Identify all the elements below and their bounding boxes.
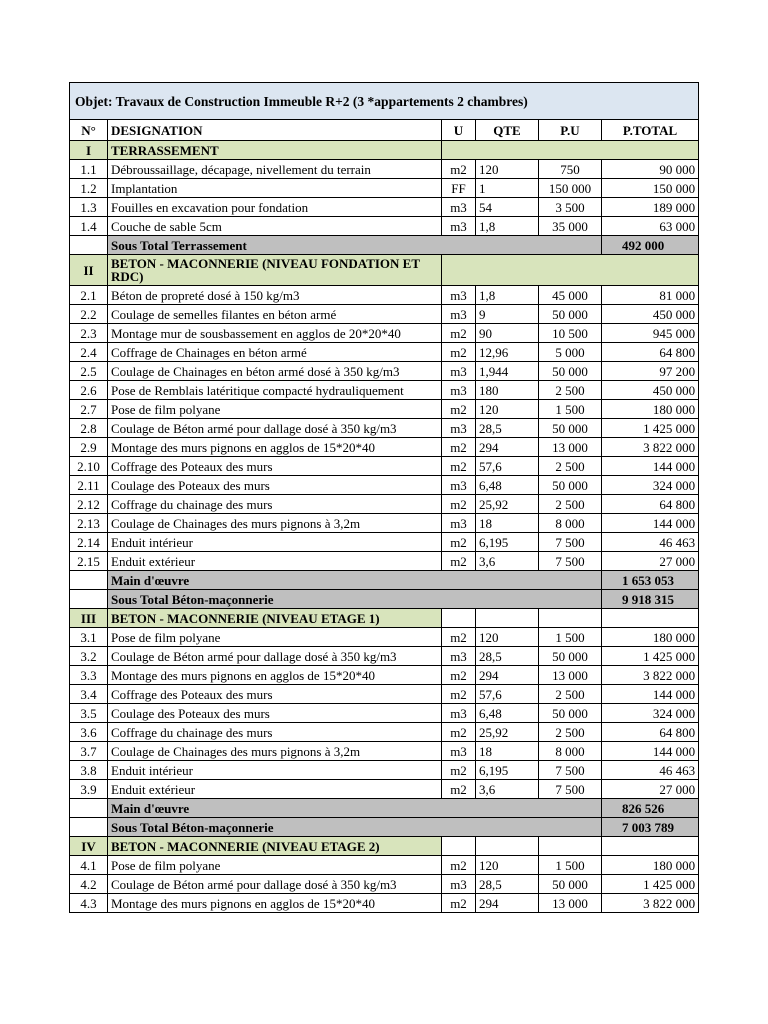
row-designation: Coulage de Béton armé pour dallage dosé à 350 kg/m3 bbox=[108, 419, 442, 438]
row-qty: 28,5 bbox=[476, 419, 539, 438]
labour-row bbox=[70, 571, 699, 590]
row-unit: m2 bbox=[442, 666, 476, 685]
row-designation: Montage des murs pignons en agglos de 15*20*40 bbox=[108, 894, 442, 913]
row-number: 1.1 bbox=[70, 160, 108, 179]
header-designation: DESIGNATION bbox=[108, 120, 442, 141]
row-designation: Montage des murs pignons en agglos de 15*20*40 bbox=[108, 666, 442, 685]
row-unit-price: 50 000 bbox=[539, 875, 602, 894]
header-no: N° bbox=[70, 120, 108, 141]
row-unit-price: 750 bbox=[539, 160, 602, 179]
row-unit-price: 7 500 bbox=[539, 780, 602, 799]
row-total: 144 000 bbox=[602, 457, 699, 476]
row-number: 3.2 bbox=[70, 647, 108, 666]
row-qty: 25,92 bbox=[476, 723, 539, 742]
row-number: 2.4 bbox=[70, 343, 108, 362]
subtotal-spacer bbox=[70, 236, 108, 255]
section-title: BETON - MACONNERIE (NIVEAU ETAGE 1) bbox=[108, 609, 442, 628]
header-unit: U bbox=[442, 120, 476, 141]
subtotal-row bbox=[70, 818, 699, 837]
row-total: 1 425 000 bbox=[602, 647, 699, 666]
section-header-row bbox=[70, 837, 699, 856]
row-total: 64 800 bbox=[602, 495, 699, 514]
row-designation: Pose de film polyane bbox=[108, 856, 442, 875]
row-number: 1.2 bbox=[70, 179, 108, 198]
table-row bbox=[70, 438, 699, 457]
row-number: 2.11 bbox=[70, 476, 108, 495]
section-title: BETON - MACONNERIE (NIVEAU ETAGE 2) bbox=[108, 837, 442, 856]
row-designation: Enduit extérieur bbox=[108, 552, 442, 571]
row-number: 4.3 bbox=[70, 894, 108, 913]
row-unit: FF bbox=[442, 179, 476, 198]
row-designation: Enduit extérieur bbox=[108, 780, 442, 799]
table-row bbox=[70, 761, 699, 780]
section-fill bbox=[476, 837, 539, 856]
section-header-row bbox=[70, 141, 699, 160]
row-unit: m2 bbox=[442, 780, 476, 799]
row-unit-price: 7 500 bbox=[539, 552, 602, 571]
row-total: 324 000 bbox=[602, 476, 699, 495]
row-qty: 120 bbox=[476, 856, 539, 875]
header-total: P.TOTAL bbox=[602, 120, 699, 141]
row-number: 2.1 bbox=[70, 286, 108, 305]
table-row bbox=[70, 514, 699, 533]
table-row bbox=[70, 742, 699, 761]
row-designation: Couche de sable 5cm bbox=[108, 217, 442, 236]
row-qty: 18 bbox=[476, 742, 539, 761]
section-title: TERRASSEMENT bbox=[108, 141, 442, 160]
table-row bbox=[70, 704, 699, 723]
row-qty: 1,944 bbox=[476, 362, 539, 381]
row-designation: Coffrage de Chainages en béton armé bbox=[108, 343, 442, 362]
row-unit: m2 bbox=[442, 685, 476, 704]
table-row bbox=[70, 381, 699, 400]
row-unit: m3 bbox=[442, 704, 476, 723]
subtotal-row-label: Sous Total Terrassement bbox=[108, 236, 602, 255]
subtotal-spacer bbox=[70, 818, 108, 837]
row-total: 150 000 bbox=[602, 179, 699, 198]
row-unit-price: 150 000 bbox=[539, 179, 602, 198]
header-row bbox=[70, 120, 699, 141]
table-row bbox=[70, 780, 699, 799]
table-row bbox=[70, 495, 699, 514]
labour-row bbox=[70, 799, 699, 818]
subtotal-spacer bbox=[70, 590, 108, 609]
table-row bbox=[70, 160, 699, 179]
row-unit-price: 1 500 bbox=[539, 400, 602, 419]
row-qty: 1 bbox=[476, 179, 539, 198]
row-unit-price: 1 500 bbox=[539, 628, 602, 647]
row-qty: 180 bbox=[476, 381, 539, 400]
table-row bbox=[70, 533, 699, 552]
row-unit: m2 bbox=[442, 457, 476, 476]
row-unit-price: 50 000 bbox=[539, 476, 602, 495]
row-number: 3.9 bbox=[70, 780, 108, 799]
row-unit-price: 50 000 bbox=[539, 305, 602, 324]
row-designation: Fouilles en excavation pour fondation bbox=[108, 198, 442, 217]
labour-row-value: 1 653 053 bbox=[602, 571, 699, 590]
row-unit-price: 5 000 bbox=[539, 343, 602, 362]
section-fill bbox=[442, 141, 699, 160]
row-designation: Implantation bbox=[108, 179, 442, 198]
row-total: 144 000 bbox=[602, 514, 699, 533]
subtotal-spacer bbox=[70, 799, 108, 818]
row-qty: 120 bbox=[476, 160, 539, 179]
header-pu: P.U bbox=[539, 120, 602, 141]
row-designation: Coulage de Béton armé pour dallage dosé à 350 kg/m3 bbox=[108, 647, 442, 666]
row-designation: Béton de propreté dosé à 150 kg/m3 bbox=[108, 286, 442, 305]
row-number: 3.7 bbox=[70, 742, 108, 761]
row-total: 46 463 bbox=[602, 533, 699, 552]
row-designation: Coffrage du chainage des murs bbox=[108, 723, 442, 742]
row-designation: Montage mur de sousbassement en agglos de 20*20*40 bbox=[108, 324, 442, 343]
table-row bbox=[70, 476, 699, 495]
row-designation: Coulage des Poteaux des murs bbox=[108, 704, 442, 723]
subtotal-row bbox=[70, 236, 699, 255]
row-unit-price: 35 000 bbox=[539, 217, 602, 236]
section-header-row bbox=[70, 255, 699, 286]
row-unit: m3 bbox=[442, 476, 476, 495]
table-row bbox=[70, 894, 699, 913]
section-header-row bbox=[70, 609, 699, 628]
row-unit-price: 13 000 bbox=[539, 666, 602, 685]
labour-row-label: Main d'œuvre bbox=[108, 799, 602, 818]
row-unit-price: 2 500 bbox=[539, 685, 602, 704]
row-number: 4.2 bbox=[70, 875, 108, 894]
row-unit-price: 13 000 bbox=[539, 894, 602, 913]
section-fill bbox=[602, 609, 699, 628]
labour-row-value: 826 526 bbox=[602, 799, 699, 818]
row-designation: Pose de Remblais latéritique compacté hydrauliquement bbox=[108, 381, 442, 400]
row-total: 3 822 000 bbox=[602, 666, 699, 685]
table-row bbox=[70, 457, 699, 476]
row-number: 2.3 bbox=[70, 324, 108, 343]
row-unit-price: 2 500 bbox=[539, 495, 602, 514]
table-row bbox=[70, 628, 699, 647]
row-unit: m2 bbox=[442, 628, 476, 647]
row-unit: m3 bbox=[442, 362, 476, 381]
row-unit-price: 2 500 bbox=[539, 381, 602, 400]
row-number: 3.1 bbox=[70, 628, 108, 647]
row-total: 450 000 bbox=[602, 305, 699, 324]
table-row bbox=[70, 419, 699, 438]
row-number: 2.14 bbox=[70, 533, 108, 552]
table-row bbox=[70, 723, 699, 742]
table-row bbox=[70, 305, 699, 324]
row-unit: m3 bbox=[442, 217, 476, 236]
section-fill bbox=[442, 837, 476, 856]
row-unit: m2 bbox=[442, 343, 476, 362]
row-designation: Coulage de semelles filantes en béton armé bbox=[108, 305, 442, 324]
section-fill bbox=[539, 609, 602, 628]
table-row bbox=[70, 324, 699, 343]
subtotal-row-value: 492 000 bbox=[602, 236, 699, 255]
table-row bbox=[70, 552, 699, 571]
row-total: 450 000 bbox=[602, 381, 699, 400]
row-total: 189 000 bbox=[602, 198, 699, 217]
row-designation: Coulage de Chainages des murs pignons à 3,2m bbox=[108, 514, 442, 533]
row-unit-price: 7 500 bbox=[539, 533, 602, 552]
row-total: 90 000 bbox=[602, 160, 699, 179]
row-qty: 28,5 bbox=[476, 875, 539, 894]
row-number: 3.6 bbox=[70, 723, 108, 742]
row-unit: m3 bbox=[442, 647, 476, 666]
row-unit: m3 bbox=[442, 286, 476, 305]
table-row bbox=[70, 286, 699, 305]
row-unit: m2 bbox=[442, 533, 476, 552]
row-designation: Coulage des Poteaux des murs bbox=[108, 476, 442, 495]
row-number: 2.10 bbox=[70, 457, 108, 476]
row-qty: 3,6 bbox=[476, 552, 539, 571]
row-unit-price: 50 000 bbox=[539, 362, 602, 381]
row-unit: m3 bbox=[442, 514, 476, 533]
row-total: 1 425 000 bbox=[602, 419, 699, 438]
row-unit: m2 bbox=[442, 438, 476, 457]
row-unit-price: 2 500 bbox=[539, 723, 602, 742]
table-row bbox=[70, 400, 699, 419]
row-qty: 6,195 bbox=[476, 533, 539, 552]
row-number: 2.6 bbox=[70, 381, 108, 400]
subtotal-row-label: Sous Total Béton-maçonnerie bbox=[108, 818, 602, 837]
estimate-table bbox=[69, 82, 699, 913]
row-qty: 12,96 bbox=[476, 343, 539, 362]
row-total: 81 000 bbox=[602, 286, 699, 305]
row-unit-price: 3 500 bbox=[539, 198, 602, 217]
row-qty: 57,6 bbox=[476, 457, 539, 476]
row-unit-price: 50 000 bbox=[539, 419, 602, 438]
row-designation: Montage des murs pignons en agglos de 15*20*40 bbox=[108, 438, 442, 457]
row-qty: 6,195 bbox=[476, 761, 539, 780]
row-total: 144 000 bbox=[602, 742, 699, 761]
row-unit: m3 bbox=[442, 381, 476, 400]
row-designation: Pose de film polyane bbox=[108, 400, 442, 419]
row-unit: m3 bbox=[442, 305, 476, 324]
row-number: 2.12 bbox=[70, 495, 108, 514]
row-unit: m3 bbox=[442, 419, 476, 438]
row-qty: 54 bbox=[476, 198, 539, 217]
row-total: 3 822 000 bbox=[602, 438, 699, 457]
section-number: IV bbox=[70, 837, 108, 856]
row-number: 3.5 bbox=[70, 704, 108, 723]
row-unit: m3 bbox=[442, 875, 476, 894]
row-designation: Coulage de Chainages en béton armé dosé à 350 kg/m3 bbox=[108, 362, 442, 381]
document-title: Objet: Travaux de Construction Immeuble R+2 (3 *appartements 2 chambres) bbox=[70, 83, 699, 120]
row-designation: Coffrage des Poteaux des murs bbox=[108, 685, 442, 704]
table-row bbox=[70, 647, 699, 666]
row-designation: Pose de film polyane bbox=[108, 628, 442, 647]
row-unit: m2 bbox=[442, 761, 476, 780]
row-total: 180 000 bbox=[602, 856, 699, 875]
section-fill bbox=[476, 609, 539, 628]
row-unit: m2 bbox=[442, 894, 476, 913]
section-number: III bbox=[70, 609, 108, 628]
row-designation: Coffrage du chainage des murs bbox=[108, 495, 442, 514]
row-unit-price: 50 000 bbox=[539, 704, 602, 723]
row-total: 27 000 bbox=[602, 552, 699, 571]
section-number: I bbox=[70, 141, 108, 160]
row-qty: 9 bbox=[476, 305, 539, 324]
row-designation: Coffrage des Poteaux des murs bbox=[108, 457, 442, 476]
row-total: 180 000 bbox=[602, 628, 699, 647]
row-unit-price: 50 000 bbox=[539, 647, 602, 666]
row-number: 2.8 bbox=[70, 419, 108, 438]
row-unit: m3 bbox=[442, 742, 476, 761]
row-total: 97 200 bbox=[602, 362, 699, 381]
row-unit: m2 bbox=[442, 552, 476, 571]
row-unit-price: 1 500 bbox=[539, 856, 602, 875]
row-qty: 294 bbox=[476, 438, 539, 457]
subtotal-row bbox=[70, 590, 699, 609]
row-unit: m2 bbox=[442, 324, 476, 343]
subtotal-row-label: Sous Total Béton-maçonnerie bbox=[108, 590, 602, 609]
row-number: 2.5 bbox=[70, 362, 108, 381]
row-qty: 3,6 bbox=[476, 780, 539, 799]
row-total: 3 822 000 bbox=[602, 894, 699, 913]
row-unit-price: 45 000 bbox=[539, 286, 602, 305]
row-number: 3.4 bbox=[70, 685, 108, 704]
row-qty: 120 bbox=[476, 628, 539, 647]
row-qty: 28,5 bbox=[476, 647, 539, 666]
section-fill bbox=[442, 255, 699, 286]
row-qty: 1,8 bbox=[476, 286, 539, 305]
table-row bbox=[70, 217, 699, 236]
row-qty: 6,48 bbox=[476, 476, 539, 495]
title-row bbox=[70, 83, 699, 120]
table-row bbox=[70, 875, 699, 894]
row-number: 1.3 bbox=[70, 198, 108, 217]
row-designation: Enduit intérieur bbox=[108, 533, 442, 552]
row-qty: 90 bbox=[476, 324, 539, 343]
row-unit: m3 bbox=[442, 198, 476, 217]
row-unit-price: 2 500 bbox=[539, 457, 602, 476]
row-number: 2.7 bbox=[70, 400, 108, 419]
row-qty: 57,6 bbox=[476, 685, 539, 704]
row-unit: m2 bbox=[442, 160, 476, 179]
table-row bbox=[70, 362, 699, 381]
row-designation: Débroussaillage, décapage, nivellement du terrain bbox=[108, 160, 442, 179]
row-total: 64 800 bbox=[602, 343, 699, 362]
subtotal-row-value: 9 918 315 bbox=[602, 590, 699, 609]
row-unit: m2 bbox=[442, 856, 476, 875]
row-unit-price: 7 500 bbox=[539, 761, 602, 780]
row-unit-price: 13 000 bbox=[539, 438, 602, 457]
row-designation: Coulage de Chainages des murs pignons à 3,2m bbox=[108, 742, 442, 761]
table-row bbox=[70, 179, 699, 198]
row-unit: m2 bbox=[442, 400, 476, 419]
table-row bbox=[70, 343, 699, 362]
row-qty: 6,48 bbox=[476, 704, 539, 723]
row-number: 2.2 bbox=[70, 305, 108, 324]
row-number: 3.8 bbox=[70, 761, 108, 780]
row-qty: 1,8 bbox=[476, 217, 539, 236]
row-designation: Coulage de Béton armé pour dallage dosé à 350 kg/m3 bbox=[108, 875, 442, 894]
row-unit: m2 bbox=[442, 495, 476, 514]
row-qty: 120 bbox=[476, 400, 539, 419]
row-total: 324 000 bbox=[602, 704, 699, 723]
row-qty: 18 bbox=[476, 514, 539, 533]
row-total: 144 000 bbox=[602, 685, 699, 704]
subtotal-spacer bbox=[70, 571, 108, 590]
row-number: 1.4 bbox=[70, 217, 108, 236]
row-number: 4.1 bbox=[70, 856, 108, 875]
table-row bbox=[70, 666, 699, 685]
table-row bbox=[70, 856, 699, 875]
row-designation: Enduit intérieur bbox=[108, 761, 442, 780]
row-total: 180 000 bbox=[602, 400, 699, 419]
row-number: 2.13 bbox=[70, 514, 108, 533]
row-total: 63 000 bbox=[602, 217, 699, 236]
row-total: 945 000 bbox=[602, 324, 699, 343]
table-row bbox=[70, 685, 699, 704]
section-fill bbox=[539, 837, 602, 856]
row-qty: 294 bbox=[476, 666, 539, 685]
section-fill bbox=[602, 837, 699, 856]
row-qty: 25,92 bbox=[476, 495, 539, 514]
labour-row-label: Main d'œuvre bbox=[108, 571, 602, 590]
row-unit-price: 8 000 bbox=[539, 514, 602, 533]
row-number: 3.3 bbox=[70, 666, 108, 685]
row-unit-price: 10 500 bbox=[539, 324, 602, 343]
section-number: II bbox=[70, 255, 108, 286]
table-row bbox=[70, 198, 699, 217]
row-qty: 294 bbox=[476, 894, 539, 913]
row-total: 1 425 000 bbox=[602, 875, 699, 894]
row-total: 27 000 bbox=[602, 780, 699, 799]
row-total: 64 800 bbox=[602, 723, 699, 742]
section-title: BETON - MACONNERIE (NIVEAU FONDATION ET RDC) bbox=[108, 255, 442, 286]
row-unit: m2 bbox=[442, 723, 476, 742]
row-number: 2.15 bbox=[70, 552, 108, 571]
row-unit-price: 8 000 bbox=[539, 742, 602, 761]
subtotal-row-value: 7 003 789 bbox=[602, 818, 699, 837]
row-total: 46 463 bbox=[602, 761, 699, 780]
row-number: 2.9 bbox=[70, 438, 108, 457]
header-qty: QTE bbox=[476, 120, 539, 141]
section-fill bbox=[442, 609, 476, 628]
